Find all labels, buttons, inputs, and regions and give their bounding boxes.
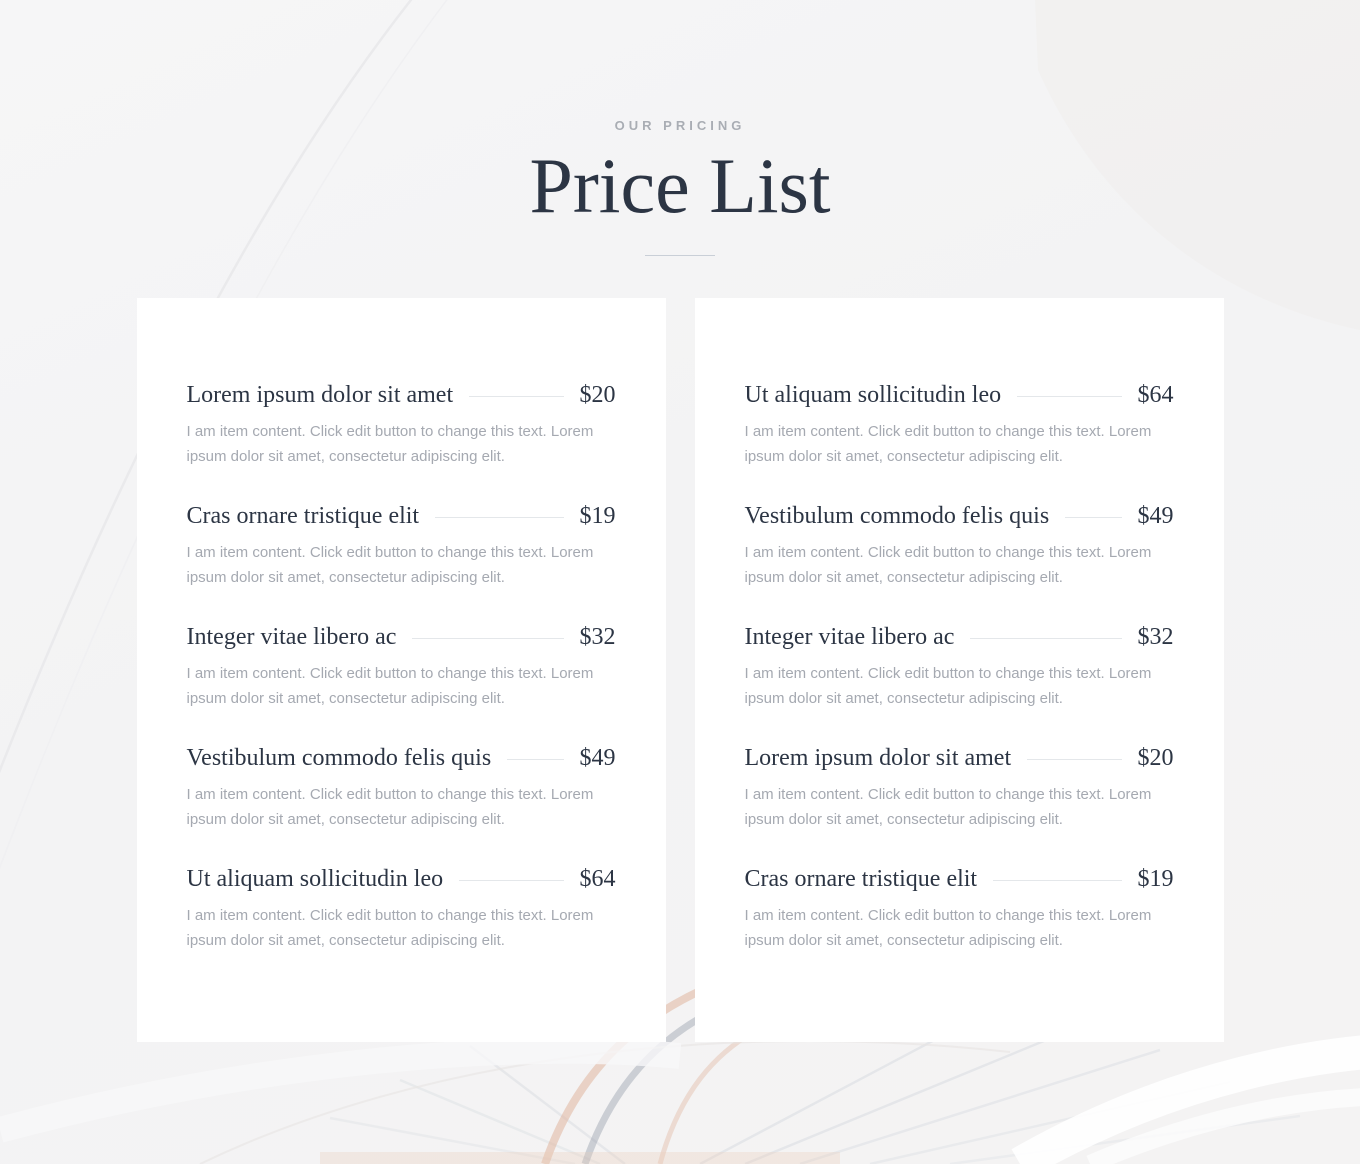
- item-description: [745, 782, 1174, 832]
- item-description: [745, 903, 1174, 953]
- price-item: [187, 501, 616, 590]
- price-item-head: [745, 380, 1174, 410]
- item-title: Integer vitae libero ac: [186, 623, 397, 650]
- item-price: $49: [1137, 502, 1174, 529]
- item-description-line: I am item content. Click edit button to change this text. Lorem: [744, 906, 1152, 924]
- item-description-line: ipsum dolor sit amet, consectetur adipiscing elit.: [186, 568, 505, 586]
- price-item: [187, 380, 616, 469]
- item-price: $49: [579, 744, 616, 771]
- item-description-line: I am item content. Click edit button to change this text. Lorem: [186, 785, 594, 803]
- price-item: [745, 380, 1174, 469]
- item-leader-line: [469, 396, 563, 397]
- item-price: $32: [579, 623, 616, 650]
- item-description-line: ipsum dolor sit amet, consectetur adipiscing elit.: [744, 447, 1063, 465]
- item-price: $19: [579, 502, 616, 529]
- item-description: [745, 540, 1174, 590]
- item-title: Lorem ipsum dolor sit amet: [744, 744, 1012, 771]
- price-item: [187, 743, 616, 832]
- item-title: Vestibulum commodo felis quis: [186, 744, 492, 771]
- item-leader-line: [993, 880, 1121, 881]
- price-item-head: [745, 501, 1174, 531]
- item-title: Ut aliquam sollicitudin leo: [186, 865, 444, 892]
- page-title: Price List: [529, 142, 831, 229]
- section-header: [0, 0, 1360, 256]
- item-leader-line: [435, 517, 563, 518]
- item-leader-line: [1065, 517, 1121, 518]
- background-arc-lower: [200, 1041, 1010, 1164]
- item-leader-line: [507, 759, 563, 760]
- item-title: Ut aliquam sollicitudin leo: [744, 381, 1002, 408]
- price-item: [745, 864, 1174, 953]
- item-description: [187, 782, 616, 832]
- item-description-line: I am item content. Click edit button to change this text. Lorem: [744, 785, 1152, 803]
- price-item-head: [187, 622, 616, 652]
- price-item-head: [187, 743, 616, 773]
- price-item: [187, 622, 616, 711]
- item-leader-line: [970, 638, 1121, 639]
- item-description-line: ipsum dolor sit amet, consectetur adipiscing elit.: [744, 689, 1063, 707]
- item-description-line: I am item content. Click edit button to change this text. Lorem: [186, 422, 594, 440]
- item-description: [187, 540, 616, 590]
- item-description-line: ipsum dolor sit amet, consectetur adipiscing elit.: [744, 931, 1063, 949]
- item-description-line: ipsum dolor sit amet, consectetur adipiscing elit.: [186, 447, 505, 465]
- item-description-line: I am item content. Click edit button to change this text. Lorem: [186, 664, 594, 682]
- item-description: [745, 661, 1174, 711]
- eyebrow-label: OUR PRICING: [614, 118, 746, 133]
- price-item-head: [745, 622, 1174, 652]
- item-description-line: I am item content. Click edit button to change this text. Lorem: [186, 543, 594, 561]
- title-divider: [645, 255, 715, 256]
- item-title: Cras ornare tristique elit: [186, 502, 420, 529]
- price-item-head: [187, 864, 616, 894]
- item-description-line: ipsum dolor sit amet, consectetur adipiscing elit.: [186, 931, 505, 949]
- item-description: [187, 661, 616, 711]
- item-price: $20: [1137, 744, 1174, 771]
- item-description-line: I am item content. Click edit button to change this text. Lorem: [744, 543, 1152, 561]
- item-description: [187, 419, 616, 469]
- price-card-left: [137, 298, 666, 1042]
- price-item-head: [745, 743, 1174, 773]
- item-description-line: ipsum dolor sit amet, consectetur adipiscing elit.: [186, 810, 505, 828]
- price-card-right: [695, 298, 1224, 1042]
- price-item: [745, 622, 1174, 711]
- price-item-head: [187, 380, 616, 410]
- item-leader-line: [1017, 396, 1121, 397]
- item-description-line: I am item content. Click edit button to change this text. Lorem: [186, 906, 594, 924]
- price-item: [187, 864, 616, 953]
- price-item: [745, 743, 1174, 832]
- item-description-line: ipsum dolor sit amet, consectetur adipiscing elit.: [744, 810, 1063, 828]
- item-description: [745, 419, 1174, 469]
- item-title: Integer vitae libero ac: [744, 623, 955, 650]
- item-description-line: I am item content. Click edit button to change this text. Lorem: [744, 422, 1152, 440]
- item-description-line: ipsum dolor sit amet, consectetur adipiscing elit.: [186, 689, 505, 707]
- item-price: $19: [1137, 865, 1174, 892]
- item-title: Vestibulum commodo felis quis: [744, 502, 1050, 529]
- price-cards-row: [0, 298, 1360, 1042]
- item-leader-line: [459, 880, 563, 881]
- item-title: Cras ornare tristique elit: [744, 865, 978, 892]
- price-item-head: [187, 501, 616, 531]
- item-leader-line: [412, 638, 563, 639]
- item-price: $20: [579, 381, 616, 408]
- price-item-head: [745, 864, 1174, 894]
- item-description-line: I am item content. Click edit button to change this text. Lorem: [744, 664, 1152, 682]
- item-price: $32: [1137, 623, 1174, 650]
- item-leader-line: [1027, 759, 1121, 760]
- item-price: $64: [1137, 381, 1174, 408]
- item-title: Lorem ipsum dolor sit amet: [186, 381, 454, 408]
- item-description-line: ipsum dolor sit amet, consectetur adipiscing elit.: [744, 568, 1063, 586]
- price-item: [745, 501, 1174, 590]
- item-description: [187, 903, 616, 953]
- item-price: $64: [579, 865, 616, 892]
